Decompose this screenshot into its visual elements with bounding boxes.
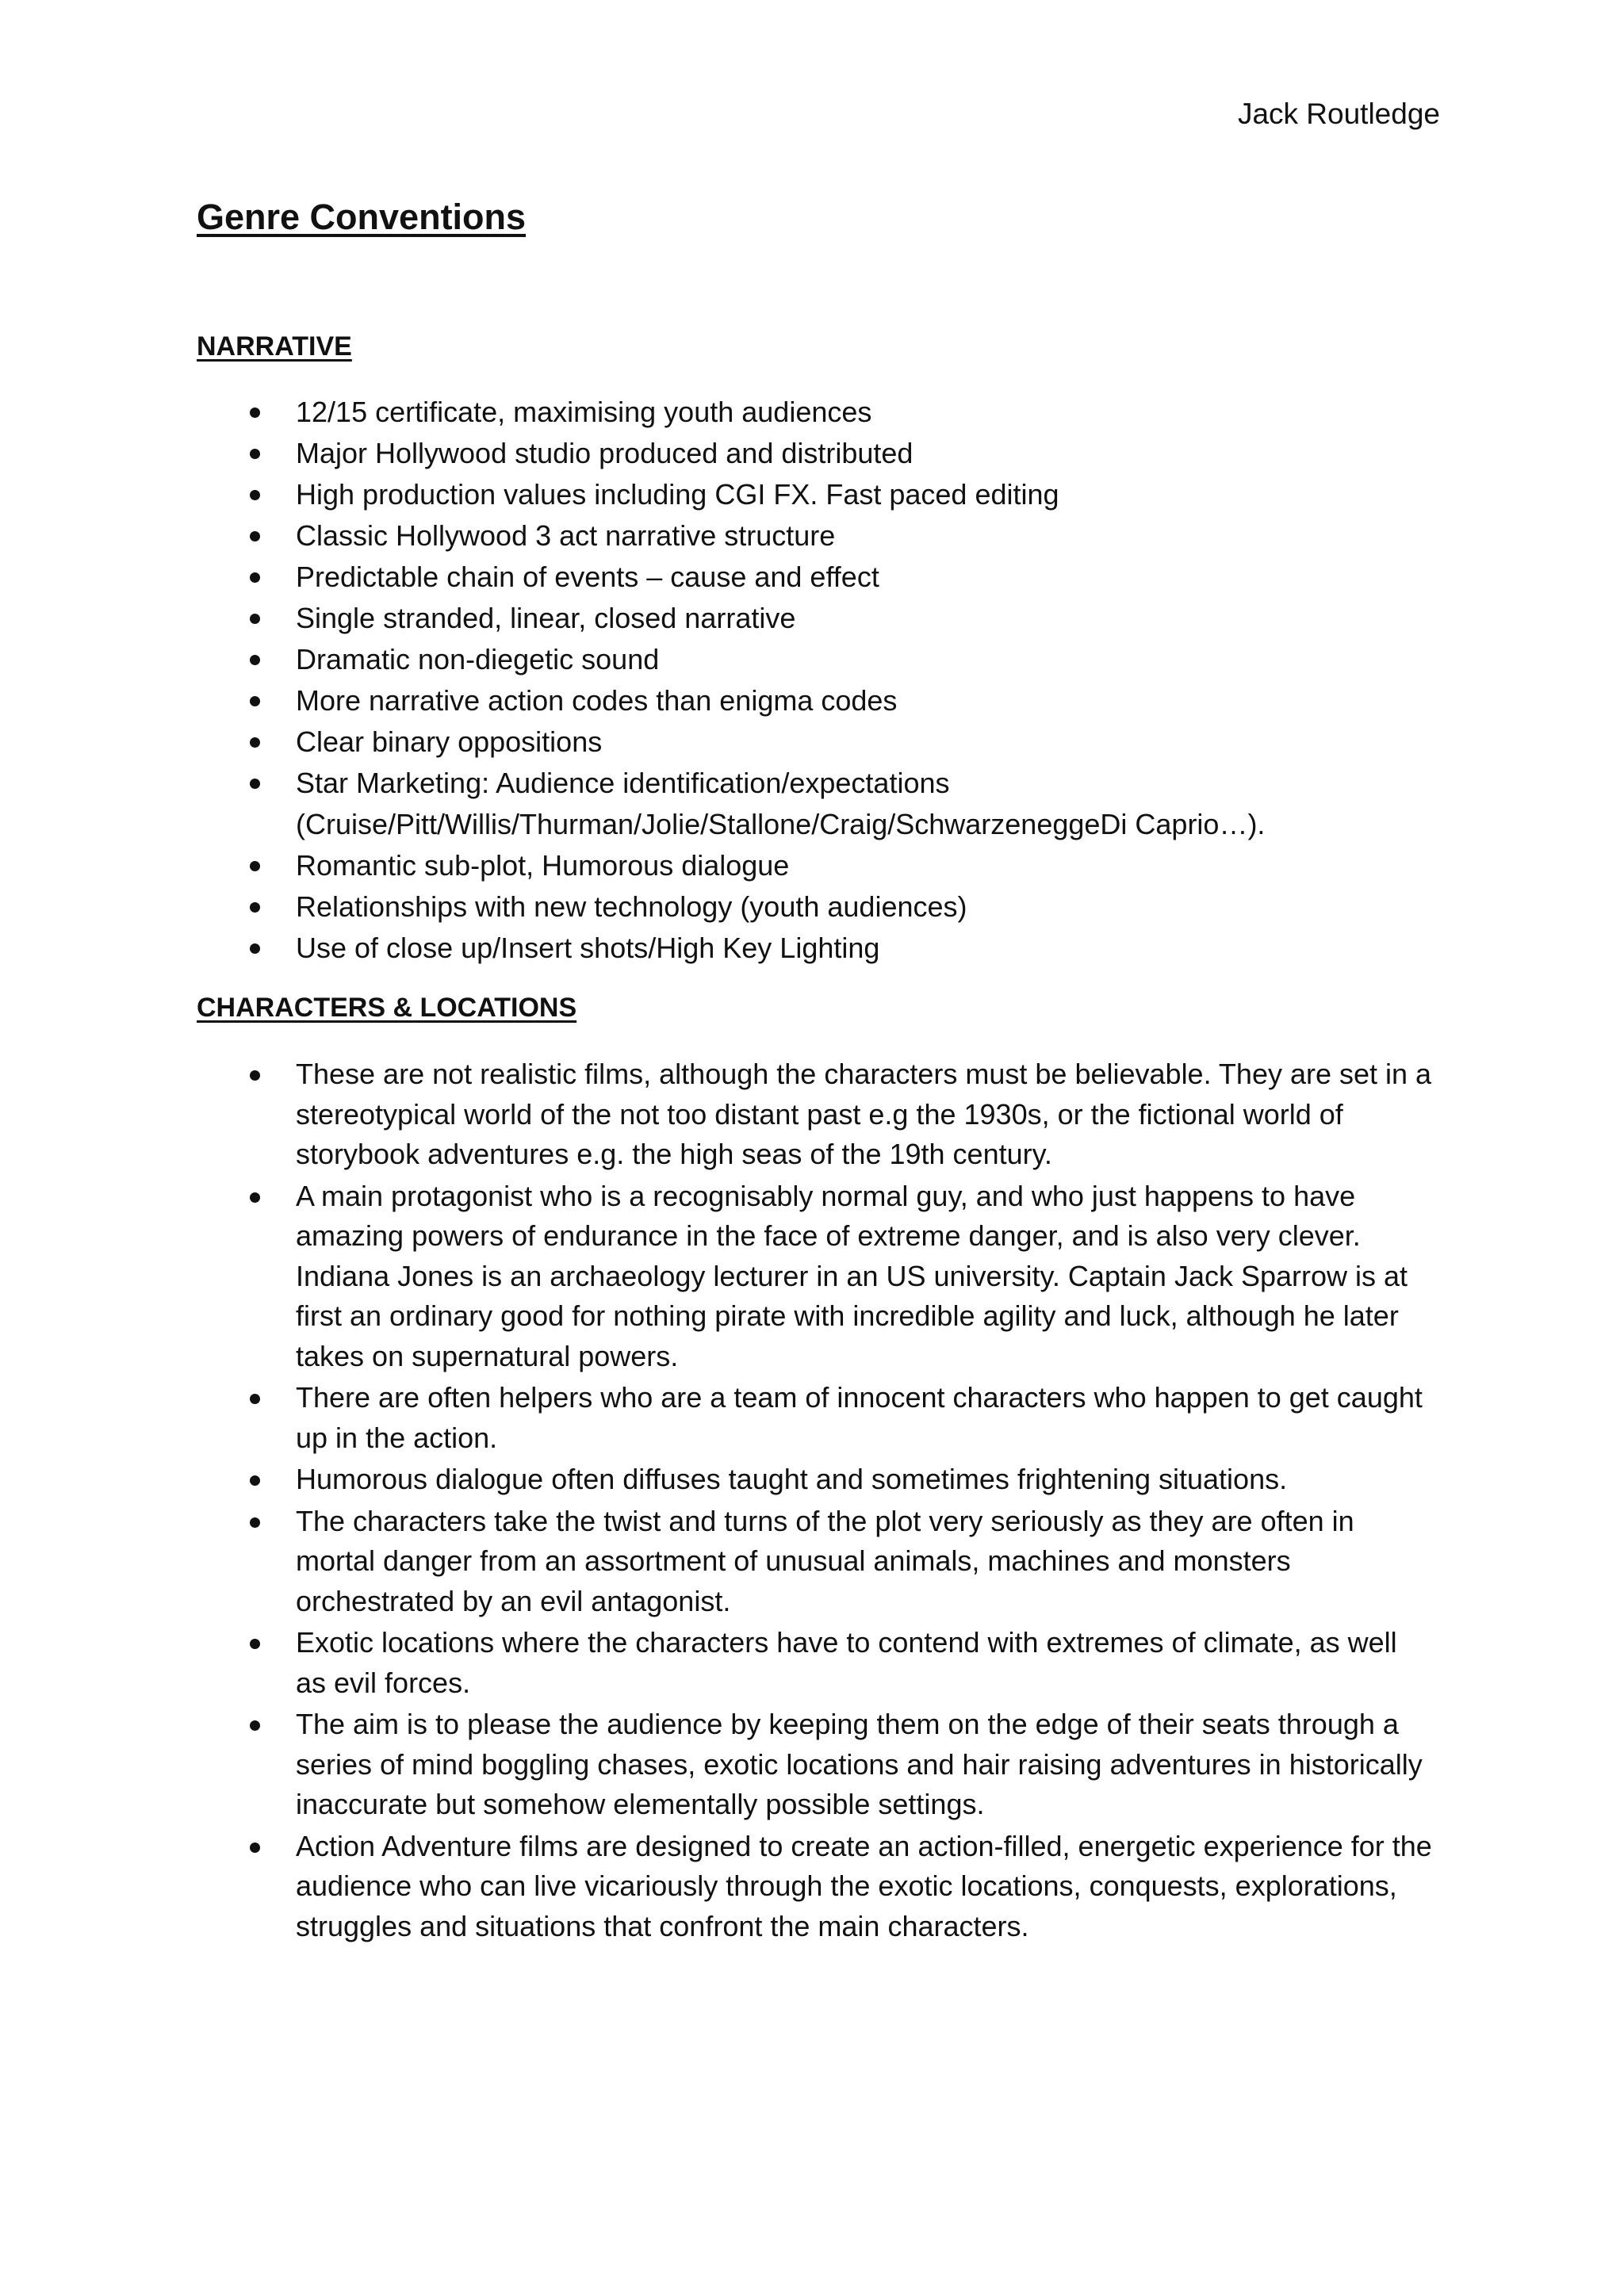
bullet-icon xyxy=(250,572,260,583)
list-item-text: These are not realistic films, although the characters must be believable. They are set in a stereotypical world of the not too distant past e.g the 1930s, or the fictional world of storybook adventures e.g. the high seas of the 19th century. xyxy=(296,1058,1432,1170)
bullet-icon xyxy=(250,737,260,748)
list-item xyxy=(0,721,1624,763)
list-item xyxy=(0,433,1624,474)
bullet-icon xyxy=(250,1843,260,1853)
narrative-heading: NARRATIVE xyxy=(197,331,352,362)
list-item xyxy=(0,763,1624,845)
list-item-text: Predictable chain of events – cause and effect xyxy=(296,561,879,593)
bullet-icon xyxy=(250,1475,260,1486)
bullet-icon xyxy=(250,1639,260,1649)
list-item xyxy=(0,1054,1624,1175)
list-item-text: Romantic sub-plot, Humorous dialogue xyxy=(296,849,790,882)
list-item xyxy=(0,557,1624,598)
characters-locations-heading: CHARACTERS & LOCATIONS xyxy=(197,993,577,1023)
bullet-icon xyxy=(250,861,260,871)
list-item xyxy=(0,1378,1624,1458)
bullet-icon xyxy=(250,1394,260,1404)
list-item-text: Humorous dialogue often diffuses taught and sometimes frightening situations. xyxy=(296,1463,1288,1495)
list-item-text: More narrative action codes than enigma codes xyxy=(296,684,898,717)
bullet-icon xyxy=(250,902,260,913)
bullet-icon xyxy=(250,943,260,954)
list-item-text: The characters take the twist and turns of the plot very seriously as they are often in mortal danger from an assortment of unusual animals, machines and monsters orchestrated by an evil antagonist. xyxy=(296,1504,1354,1617)
list-item xyxy=(0,1827,1624,1947)
author-name: Jack Routledge xyxy=(1237,98,1440,130)
list-item xyxy=(0,928,1624,969)
list-item-text: Classic Hollywood 3 act narrative structure xyxy=(296,519,836,552)
list-item xyxy=(0,1705,1624,1825)
list-item-text: Use of close up/Insert shots/High Key Lighting xyxy=(296,932,880,964)
bullet-icon xyxy=(250,1517,260,1528)
narrative-list xyxy=(0,392,1624,969)
list-item xyxy=(0,886,1624,928)
list-item xyxy=(0,515,1624,557)
list-item-text: High production values including CGI FX. Fast paced editing xyxy=(296,478,1059,511)
list-item xyxy=(0,1460,1624,1500)
bullet-icon xyxy=(250,449,260,459)
list-item xyxy=(0,1623,1624,1703)
list-item-text: Exotic locations where the characters have to contend with extremes of climate, as well as evil forces. xyxy=(296,1626,1397,1699)
bullet-icon xyxy=(250,614,260,624)
list-item xyxy=(0,639,1624,680)
characters-locations-list xyxy=(0,1054,1624,1948)
document-title: Genre Conventions xyxy=(197,197,527,237)
list-item-text: Star Marketing: Audience identification/expectations (Cruise/Pitt/Willis/Thurman/Jolie/Stallone/Craig/SchwarzeneggeDi Caprio…). xyxy=(296,767,1266,840)
list-item-text: Action Adventure films are designed to create an action-filled, energetic experience for the audience who can live vicariously through the exotic locations, conquests, explorations, struggles and situations that confront the main characters. xyxy=(296,1829,1432,1942)
list-item xyxy=(0,1502,1624,1622)
list-item-text: A main protagonist who is a recognisably normal guy, and who just happens to have amazing powers of endurance in the face of extreme danger, and is also very clever. Indiana Jones is an archaeology lecturer in an US university. Captain Jack Sparrow is at first an ordinary good for nothing pirate with incredible agility and luck, although he later takes on supernatural powers. xyxy=(296,1179,1408,1372)
list-item-text: Clear binary oppositions xyxy=(296,725,603,758)
bullet-icon xyxy=(250,408,260,418)
list-item xyxy=(0,680,1624,721)
bullet-icon xyxy=(250,531,260,541)
bullet-icon xyxy=(250,655,260,665)
list-item xyxy=(0,598,1624,639)
list-item-text: Single stranded, linear, closed narrative xyxy=(296,602,796,634)
list-item xyxy=(0,845,1624,886)
list-item-text: The aim is to please the audience by keeping them on the edge of their seats through a series of mind boggling chases, exotic locations and hair raising adventures in historically inaccurate but somehow elementally possible settings. xyxy=(296,1708,1423,1820)
bullet-icon xyxy=(250,1070,260,1081)
list-item-text: Dramatic non-diegetic sound xyxy=(296,643,660,675)
bullet-icon xyxy=(250,696,260,706)
list-item-text: Major Hollywood studio produced and distributed xyxy=(296,437,914,469)
list-item-text: 12/15 certificate, maximising youth audiences xyxy=(296,396,872,428)
bullet-icon xyxy=(250,1720,260,1731)
list-item-text: Relationships with new technology (youth audiences) xyxy=(296,890,967,923)
list-item-text: There are often helpers who are a team of innocent characters who happen to get caught up in the action. xyxy=(296,1381,1423,1454)
bullet-icon xyxy=(250,490,260,500)
list-item xyxy=(0,474,1624,515)
bullet-icon xyxy=(250,1192,260,1203)
list-item xyxy=(0,392,1624,433)
bullet-icon xyxy=(250,779,260,789)
list-item xyxy=(0,1177,1624,1377)
